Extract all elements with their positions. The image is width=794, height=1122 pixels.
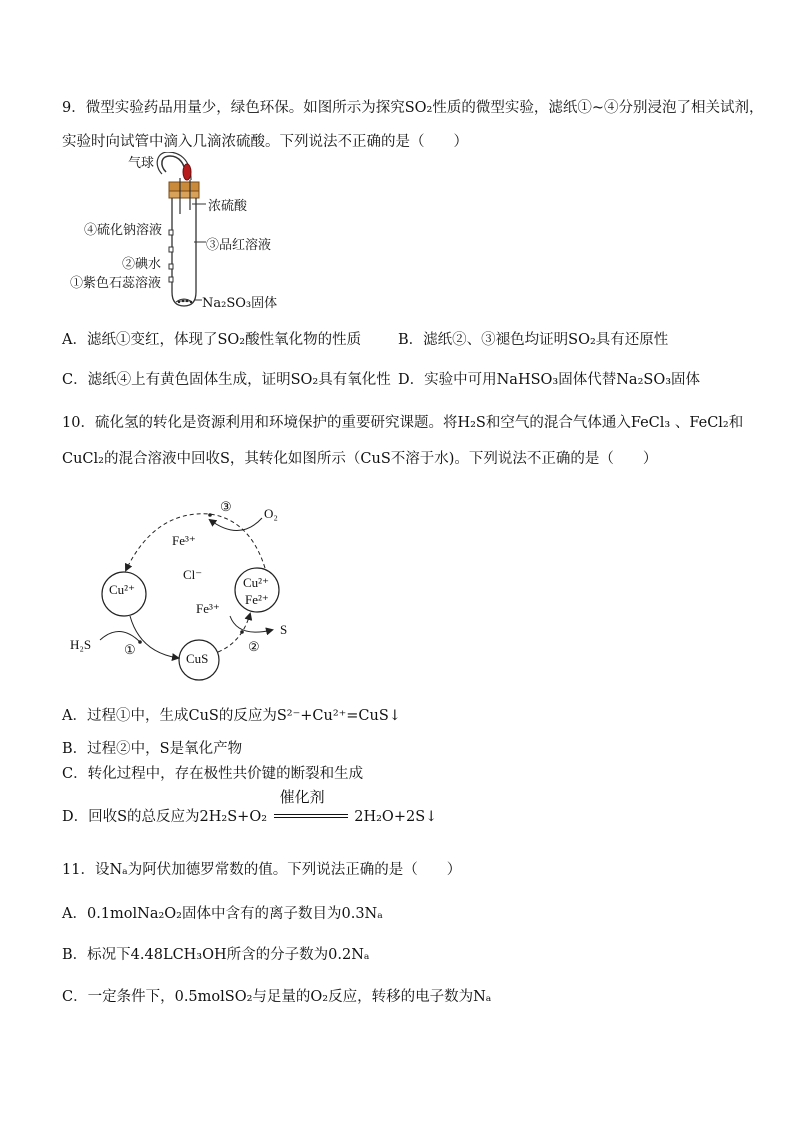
q10-option-d-right: 2H₂O+2S↓ — [354, 809, 438, 825]
dropper-bulb-icon — [183, 164, 191, 180]
q11-option-c: C．一定条件下，0.5molSO₂与足量的O₂反应，转移的电子数为Nₐ — [62, 989, 492, 1005]
q10-option-c: C．转化过程中，存在极性共价键的断裂和生成 — [62, 766, 364, 782]
q9-option-c: C．滤纸④上有黄色固体生成，证明SO₂具有氧化性 — [62, 372, 391, 388]
q9-option-b: B．滤纸②、③褪色均证明SO₂具有还原性 — [398, 332, 669, 348]
label-cl: Cl⁻ — [183, 567, 203, 582]
test-tube-icon — [172, 198, 196, 306]
q11-option-a: A．0.1molNa₂O₂固体中含有的离子数目为0.3Nₐ — [62, 906, 383, 922]
q11-stem: 11．设Nₐ为阿伏加德罗常数的值。下列说法正确的是（ ） — [62, 862, 462, 878]
label-cu2-right: Cu²⁺ — [243, 575, 269, 590]
q11-option-b: B．标况下4.48LCH₃OH所含的分子数为0.2Nₐ — [62, 947, 370, 963]
q10-option-d — [62, 788, 438, 827]
label-na2so3-solid: Na₂SO₃固体 — [202, 296, 278, 311]
label-cu2: Cu²⁺ — [109, 582, 135, 597]
catalyst-condition — [272, 788, 350, 827]
label-h2s: H₂S — [70, 637, 92, 652]
q10-option-d-left: D．回收S的总反应为2H₂S+O₂ — [62, 809, 268, 825]
q9-stem-line1: 9．微型实验药品用量少，绿色环保。如图所示为探究SO₂性质的微型实验，滤纸①~④分别浸泡了相关试剂， — [62, 100, 764, 116]
label-s: S — [280, 622, 288, 637]
label-filter-2: ②碘水 — [122, 257, 162, 272]
q9-option-d: D．实验中可用NaHSO₃固体代替Na₂SO₃固体 — [398, 372, 701, 388]
q9-option-a: A．滤纸①变红，体现了SO₂酸性氧化物的性质 — [62, 332, 362, 348]
label-filter-4: ④硫化钠溶液 — [84, 223, 163, 238]
q10-option-b: B．过程②中，S是氧化产物 — [62, 741, 243, 757]
label-fe2: Fe²⁺ — [245, 592, 269, 607]
q9-stem-line2: 实验时向试管中滴入几滴浓硫酸。下列说法不正确的是（ ） — [62, 134, 468, 150]
q10-stem-line2: CuCl₂的混合溶液中回收S，其转化如图所示（CuS不溶于水)。下列说法不正确的是（ ） — [62, 451, 658, 467]
label-step-3: ③ — [220, 500, 232, 515]
label-fe3-mid: Fe³⁺ — [196, 601, 220, 616]
q10-stem-line1: 10．硫化氢的转化是资源利用和环境保护的重要研究课题。将H₂S和空气的混合气体通入FeCl₃ 、FeCl₂和 — [62, 415, 744, 431]
label-o2: O₂ — [264, 506, 278, 521]
q10-option-a: A．过程①中，生成CuS的反应为S²⁻+Cu²⁺=CuS↓ — [62, 708, 401, 724]
label-filter-1: ①紫色石蕊溶液 — [70, 276, 162, 291]
label-fe3-top: Fe³⁺ — [172, 533, 196, 548]
label-filter-3: ③品红溶液 — [206, 238, 272, 253]
label-step-1: ① — [124, 643, 136, 658]
label-step-2: ② — [248, 640, 260, 655]
stopper-icon — [169, 182, 199, 191]
catalyst-label: 催化剂 — [279, 788, 325, 806]
label-balloon: 气球 — [128, 156, 155, 171]
label-conc-sulfuric-acid: 浓硫酸 — [208, 199, 248, 214]
label-cus: CuS — [186, 651, 209, 666]
